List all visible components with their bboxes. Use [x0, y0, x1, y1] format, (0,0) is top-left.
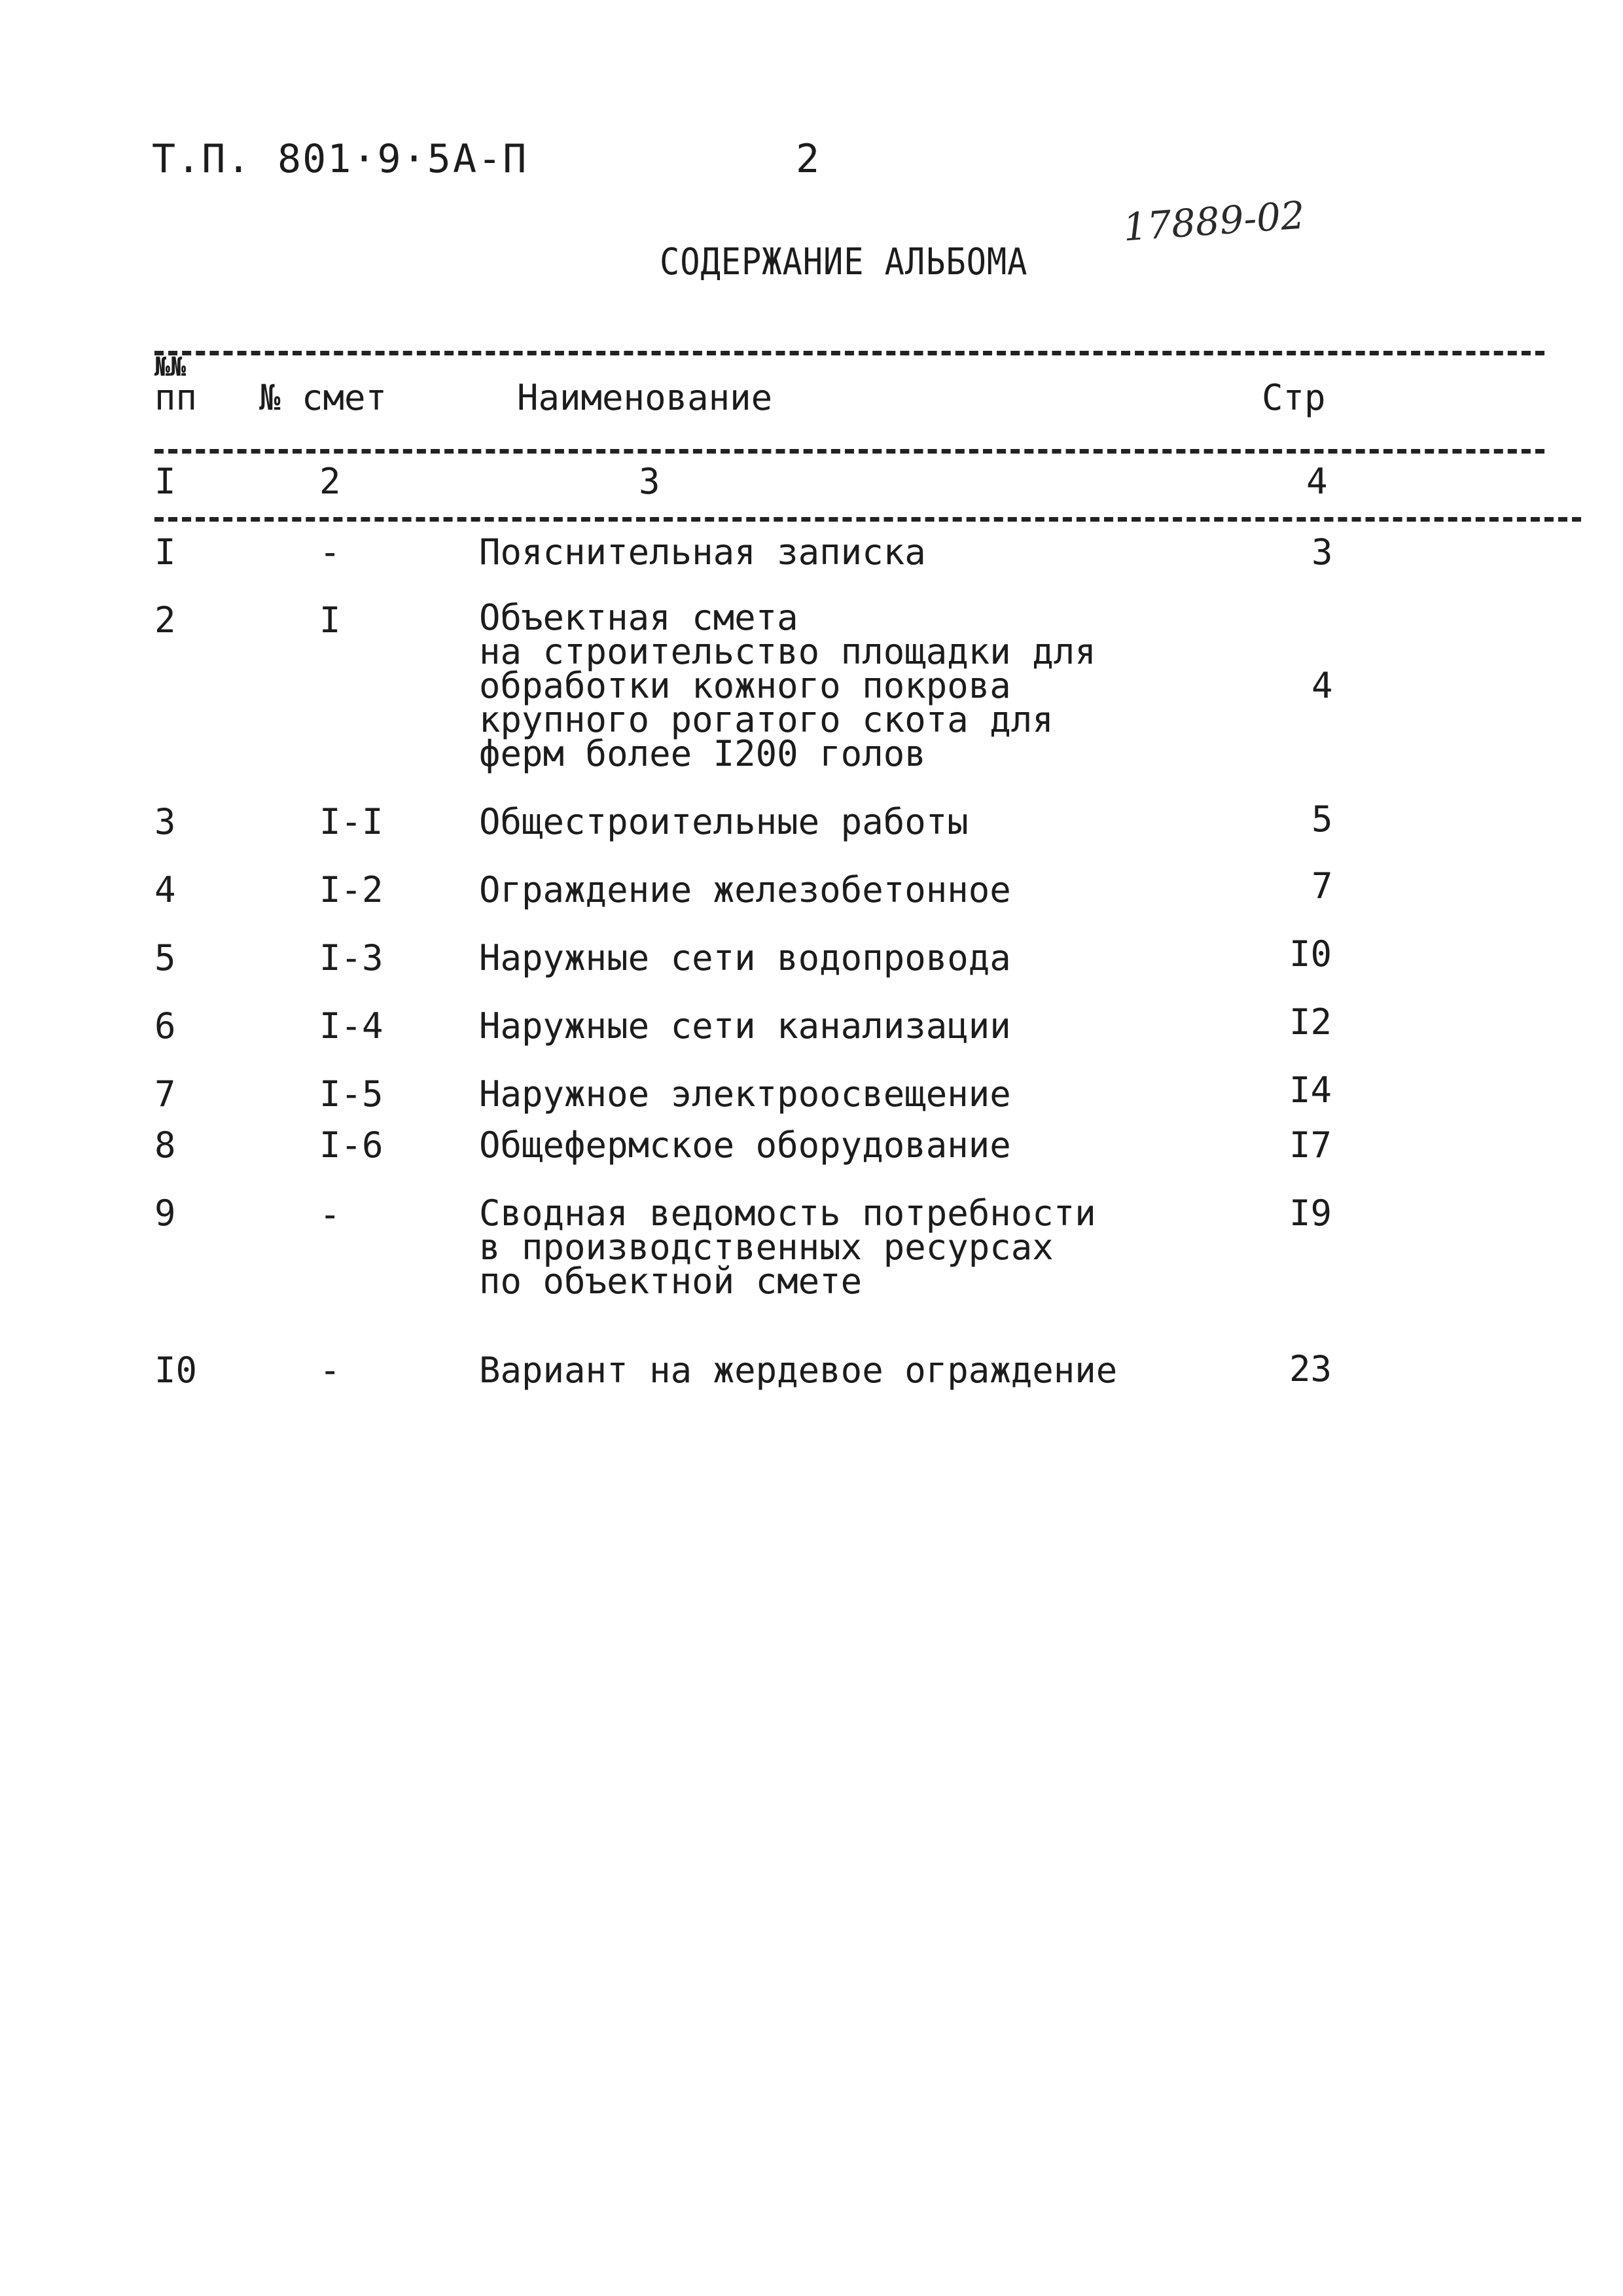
row-num: 3	[154, 801, 176, 842]
row-name-line: на строительство площадки для	[479, 631, 1096, 672]
row-name: Ограждение железобетонное	[479, 869, 1011, 910]
row-estimate: I-6	[319, 1124, 383, 1166]
row-estimate: -	[319, 531, 341, 573]
row-name: Вариант на жердевое ограждение	[479, 1350, 1118, 1391]
row-name: Наружные сети канализации	[479, 1005, 1011, 1047]
row-name-line: в производственных ресурсах	[479, 1227, 1054, 1268]
row-num: 7	[154, 1073, 176, 1115]
series-code: Т.П.	[152, 136, 252, 182]
row-name	[479, 597, 1096, 774]
row-page: I2	[1289, 1001, 1332, 1043]
row-num: 9	[154, 1193, 176, 1234]
table-top-rule	[154, 351, 1544, 355]
col-name-header: Наименование	[517, 377, 773, 418]
page-number: 2	[796, 136, 821, 182]
row-name-line: обработки кожного покрова	[479, 665, 1011, 706]
row-estimate: -	[319, 1350, 341, 1391]
col-num-header-top: №№	[154, 352, 187, 382]
row-page: I4	[1289, 1069, 1332, 1111]
row-estimate: I-2	[319, 869, 383, 910]
row-estimate: I-3	[319, 937, 383, 978]
col-estimate-header: № смет	[259, 377, 387, 418]
row-page: 3	[1311, 531, 1333, 573]
handwritten-stamp-number: 17889-02	[1121, 192, 1306, 250]
row-estimate: I-I	[319, 801, 383, 842]
row-page: I9	[1289, 1193, 1332, 1234]
col-number-2: 2	[319, 461, 341, 502]
header-divider-rule	[154, 449, 1544, 454]
row-name	[479, 1193, 1096, 1302]
album-code: А-П	[453, 136, 528, 182]
row-page: 5	[1311, 798, 1333, 840]
row-name-line: Объектная смета	[479, 597, 798, 638]
row-name-line: ферм более I200 голов	[479, 733, 926, 774]
row-estimate: I-5	[319, 1073, 383, 1115]
row-estimate: I	[319, 600, 341, 641]
row-page: 4	[1311, 665, 1333, 706]
row-num: 4	[154, 869, 176, 910]
row-num: 5	[154, 937, 176, 978]
project-code: 801·9·5	[277, 136, 452, 182]
row-name-line: крупного рогатого скота для	[479, 699, 1054, 740]
col-number-3: 3	[639, 461, 660, 502]
col-num-header: пп	[154, 377, 198, 418]
col-number-4: 4	[1306, 461, 1328, 502]
page-title: СОДЕРЖАНИЕ АЛЬБОМА	[660, 241, 1028, 283]
column-numbers-rule	[154, 517, 1581, 522]
row-page: 23	[1289, 1348, 1332, 1390]
row-num: 8	[154, 1124, 176, 1166]
col-number-1: I	[154, 461, 176, 502]
row-num: I0	[154, 1350, 198, 1391]
row-name-line: по объектной смете	[479, 1261, 863, 1302]
row-page: I0	[1289, 933, 1332, 975]
row-num: I	[154, 531, 176, 573]
row-page: 7	[1311, 865, 1333, 906]
row-estimate: I-4	[319, 1005, 383, 1047]
row-name: Пояснительная записка	[479, 531, 926, 573]
row-name: Наружное электроосвещение	[479, 1073, 1011, 1115]
row-estimate: -	[319, 1194, 341, 1235]
row-name: Общефермское оборудование	[479, 1124, 1011, 1166]
row-num: 6	[154, 1005, 176, 1047]
row-num: 2	[154, 600, 176, 641]
row-name: Наружные сети водопровода	[479, 937, 1011, 978]
row-name-line: Сводная ведомость потребности	[479, 1193, 1096, 1234]
row-page: I7	[1289, 1124, 1332, 1166]
col-page-header: Стр	[1262, 377, 1326, 418]
row-name: Общестроительные работы	[479, 801, 969, 842]
